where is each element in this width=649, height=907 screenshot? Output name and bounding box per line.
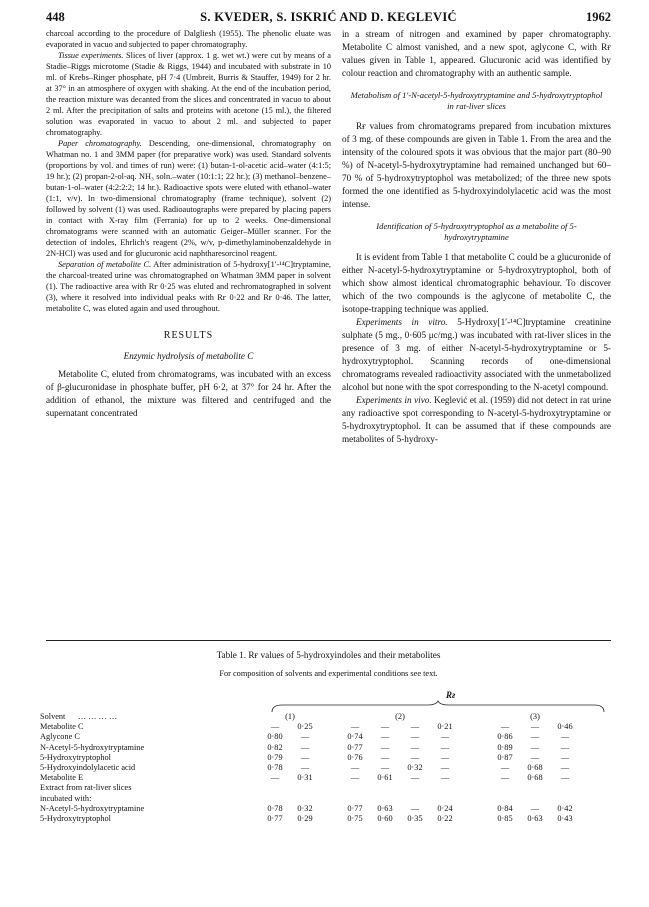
results-heading: RESULTS <box>163 330 214 341</box>
continuation-paragraph: in a stream of nitrogen and examined by paper chromatography. Metabolite C almost vanished, and a new spot, aglycone C, with Rғ values given in Table 1, appeared. Glucuronic acid was identified by colour reaction and chromatography with an authentic sample. <box>342 29 611 78</box>
row-label: 5-Hydroxyindolylacetic acid <box>40 763 136 773</box>
rf-cell: — <box>380 732 390 742</box>
rf-cell: 0·76 <box>347 752 363 762</box>
rf-cell: 0·87 <box>497 752 513 762</box>
rf-cell: 0·89 <box>497 742 513 752</box>
paper-heading: Paper chromatography. <box>58 139 142 148</box>
rf-cell: 0·32 <box>407 763 423 773</box>
row-label: N-Acetyl-5-hydroxytryptamine <box>40 742 145 752</box>
table-body <box>40 722 580 783</box>
rf-cell: — <box>410 773 420 783</box>
in-vitro-paragraph: Experiments in vitro. 5-Hydroxy[1′-¹⁴C]tryptamine creatinine sulphate (5 mg., 0·605 μc/mg.) was incubated with rat-liver slices in the presence of 3 mg. of either N-acetyl-5-hydroxytryptamine or 5-hydroxytryptophol. Scanning records of one-dimensional chromatograms revealed radioactivity associated with the unmetabolized alcohol but none with the spot corresponding to the N-acetyl compound. <box>342 317 611 392</box>
rf-cell: 0·78 <box>267 803 283 813</box>
rf-cell: — <box>500 763 510 773</box>
authors-header: S. KVEDER, S. ISKRIĆ AND D. KEGLEVIĆ <box>200 10 457 24</box>
extract-label: Extract from rat-liver slices <box>40 783 132 793</box>
enzymic-paragraph: Metabolite C, eluted from chromatograms, was incubated with an excess of β-glucuronidase in phosphate buffer, pH 6·2, at 37° for 24 hr. After the addition of ethanol, the mixture was filtered and centrifuged and the supernatant concentrated <box>46 369 331 418</box>
rf-cell: 0·77 <box>347 742 363 752</box>
row-label: 5-Hydroxytryptophol <box>40 814 111 824</box>
table-top-rule <box>46 640 611 641</box>
rf-cell: — <box>440 773 450 783</box>
rf-cell: 0·43 <box>557 814 573 824</box>
rf-table <box>40 712 580 824</box>
enzymic-heading: Enzymic hydrolysis of metabolite C <box>123 351 254 361</box>
rf-cell: — <box>560 773 570 783</box>
rf-cell: 0·24 <box>437 803 453 813</box>
left-column <box>46 28 331 420</box>
rf-cell: — <box>440 732 450 742</box>
rf-cell: — <box>560 763 570 773</box>
table-row <box>40 773 580 783</box>
rf-cell: 0·68 <box>527 773 543 783</box>
rf-cell: — <box>410 803 420 813</box>
solvent-2-header: (2) <box>395 712 405 721</box>
rf-cell: 0·25 <box>297 722 313 732</box>
rf-cell: — <box>560 742 570 752</box>
rf-cell: 0·31 <box>297 773 313 783</box>
rf-cell: 0·63 <box>527 814 543 824</box>
solvent-1-header: (1) <box>285 712 295 721</box>
rf-cell: — <box>300 732 310 742</box>
rf-cell: — <box>350 773 360 783</box>
table-row <box>40 804 580 814</box>
table-caption: Table 1. Rғ values of 5-hydroxyindoles and their metabolites <box>216 650 441 660</box>
table-row <box>40 753 580 763</box>
rf-cell: 0·22 <box>437 814 453 824</box>
solvent-label: Solvent <box>40 712 66 721</box>
page-number: 448 <box>46 10 65 24</box>
table-row <box>40 722 580 732</box>
separation-paragraph <box>46 259 331 314</box>
row-label: 5-Hydroxytryptophol <box>40 752 111 762</box>
rf-cell: — <box>410 732 420 742</box>
rf-cell: 0·68 <box>527 763 543 773</box>
rf-cell: — <box>530 752 540 762</box>
table-subcaption: For composition of solvents and experimental conditions see text. <box>219 669 438 678</box>
rf-cell: 0·60 <box>377 814 393 824</box>
rf-cell: — <box>380 763 390 773</box>
rf-cell: 0·77 <box>347 803 363 813</box>
rf-cell: 0·84 <box>497 803 513 813</box>
rf-cell: 0·74 <box>347 732 363 742</box>
rf-cell: 0·79 <box>267 752 283 762</box>
rf-cell: — <box>380 742 390 752</box>
rf-cell: — <box>300 742 310 752</box>
row-label: Aglycone C <box>40 732 80 742</box>
table-row <box>40 794 580 804</box>
paper-text: Descending, one-dimensional, chromatography on Whatman no. 1 and 3MM paper (for preparative work) was used. Standard solvents (proportions by vol. and times of run) were: (1) butan-1-ol-acetic acid–water (4:1:5; 19 hr.); (2) propan-2-ol-aq. NH₃ soln.–water (10:1:1; 22 hr.); (3) methanol–benzene–butan-1-ol–water (4:2:2:2; 14 hr.). Radioactive spots were eluted with ethanol–water (1:1, v/v). In two-dimensional chromatography (frame technique), solvent (2) followed by solvent (1) was used. Radioautographs were prepared by placing papers in contact with X-ray film (Ferrania) for up to 2 weeks. One-dimensional chromatograms were scanned with an automatic Geiger–Müller scanner. For the detection of indoles, Ehrlich's reagent (2%, w/v, p-dimethylaminobenzaldehyde in 2N-HCl) was used and for glucuronic acid naphtharesorcinol reagent. <box>46 139 331 258</box>
in-vivo-paragraph: Experiments in vivo. Keglević et al. (1959) did not detect in rat urine any radioactive spot corresponding to N-acetyl-5-hydroxytryptamine or 5-hydroxytryptophol. It can be assumed that if these compounds are metabolites of 5-hydroxy- <box>342 395 612 444</box>
table-row <box>40 783 580 793</box>
rf-cell: 0·78 <box>267 763 283 773</box>
rf-cell: 0·63 <box>377 803 393 813</box>
rf-cell: 0·46 <box>557 722 573 732</box>
intro-paragraph: charcoal according to the procedure of Dalgliesh (1955). The phenolic eluate was evaporated in vacuo and subjected to paper chromatography. <box>46 29 331 49</box>
rf-cell: — <box>380 752 390 762</box>
rf-cell: — <box>530 803 540 813</box>
tissue-paragraph <box>46 50 331 138</box>
rf-cell: 0·82 <box>267 742 283 752</box>
rf-label: Rғ <box>446 690 456 700</box>
separation-text: After administration of 5-hydroxy[1′-¹⁴C]tryptamine, the charcoal-treated urine was chromatographed on Whatman 3MM paper in solvent (1). The radioactive area with Rғ 0·25 was eluted and rechromatographed in solvent (3), where it resolved into individual peaks with Rғ 0·22 and Rғ 0·46. The latter, metabolite C, was eluted again and used throughout. <box>46 260 331 313</box>
rf-cell: — <box>440 742 450 752</box>
rf-cell: — <box>300 752 310 762</box>
year: 1962 <box>586 10 611 24</box>
metabolism-heading: Metabolism of 1′-N-acetyl-5-hydroxytryptamine and 5-hydroxytryptophol in rat-liver slices <box>350 90 603 111</box>
rf-cell: — <box>270 722 280 732</box>
rf-cell: — <box>560 732 570 742</box>
rf-cell: — <box>440 763 450 773</box>
paper-chromatography-paragraph <box>46 138 331 259</box>
rf-cell: 0·86 <box>497 732 513 742</box>
table-sub-body <box>40 804 580 824</box>
tissue-text: Slices of liver (approx. 1 g. wet wt.) were cut by means of a Stadie–Riggs microtome (Stadie & Riggs, 1944) and incubated with substrate in 10 ml. of Krebs–Ringer phosphate, pH 7·4 (Umbreit, Burris & Stauffer, 1949) for 2 hr. at 37° in an atmosphere of oxygen with shaking. At the end of the incubation period, the reaction mixture was decanted from the slices and concentrated in vacuo to about 2 ml. After the precipitation of salts and proteins with acetone (15 ml.), the filtered solution was evaporated in vacuo to about 2 ml. and subjected to paper chromatography. <box>46 51 331 137</box>
row-label: N-Acetyl-5-hydroxytryptamine <box>40 803 145 813</box>
table-row <box>40 763 580 773</box>
rf-cell: — <box>500 722 510 732</box>
rf-cell: — <box>530 722 540 732</box>
identification-heading: Identification of 5-hydroxytryptophol as a metabolite of 5-hydroxytryptamine <box>376 221 577 242</box>
row-label: Metabolite C <box>40 722 84 732</box>
rf-cell: — <box>350 763 360 773</box>
rf-cell: 0·77 <box>267 814 283 824</box>
in-vivo-heading: Experiments <box>356 395 402 405</box>
table-row <box>40 732 580 742</box>
running-header <box>46 10 611 30</box>
table-row <box>40 743 580 753</box>
rf-cell: — <box>410 722 420 732</box>
rf-cell: 0·80 <box>267 732 283 742</box>
rf-values-paragraph: Rғ values from chromatograms prepared from incubation mixtures of 3 mg. of these compounds are given in Table 1. From the area and the intensity of the coloured spots it was obvious that the major part (80–90 %) of N-acetyl-5-hydroxytryptamine had remained unchanged but 60–70 % of 5-hydroxytryptophol was metabolized; of the three new spots formed the one identified as 5-hydroxyindolylacetic acid was the most intense. <box>342 121 611 209</box>
row-label: Metabolite E <box>40 773 84 783</box>
rf-cell: — <box>350 722 360 732</box>
rf-cell: — <box>530 742 540 752</box>
rf-cell: — <box>300 763 310 773</box>
rf-cell: 0·85 <box>497 814 513 824</box>
rf-cell: 0·42 <box>557 803 573 813</box>
in-vitro-heading: Experiments <box>356 317 402 327</box>
separation-heading: Separation of metabolite C. <box>58 260 152 269</box>
rf-cell: 0·21 <box>437 722 453 732</box>
rf-cell: 0·61 <box>377 773 393 783</box>
rf-cell: — <box>530 732 540 742</box>
rf-cell: — <box>440 752 450 762</box>
extract-label-2: incubated with: <box>40 793 92 803</box>
rf-cell: — <box>500 773 510 783</box>
table-row <box>40 814 580 824</box>
solvent-3-header: (3) <box>530 712 540 721</box>
rf-cell: — <box>410 752 420 762</box>
rf-cell: — <box>560 752 570 762</box>
rf-cell: — <box>380 722 390 732</box>
rf-cell: — <box>270 773 280 783</box>
rf-cell: 0·32 <box>297 803 313 813</box>
rf-cell: 0·35 <box>407 814 423 824</box>
rf-cell: — <box>410 742 420 752</box>
rf-cell: 0·75 <box>347 814 363 824</box>
tissue-heading: Tissue experiments. <box>58 51 124 60</box>
rf-cell: 0·29 <box>297 814 313 824</box>
right-column <box>342 28 611 446</box>
table-header-row: Solvent … … … … (1) (2) (3) <box>40 712 580 722</box>
evident-paragraph: It is evident from Table 1 that metabolite C could be a glucuronide of either N-acetyl-5-hydroxytryptamine or 5-hydroxytryptophol, both of which show almost identical chromatographic behaviour. To discover which of the two compounds is the aglycone of metabolite C, the isotope-trapping technique was applied. <box>342 252 611 314</box>
